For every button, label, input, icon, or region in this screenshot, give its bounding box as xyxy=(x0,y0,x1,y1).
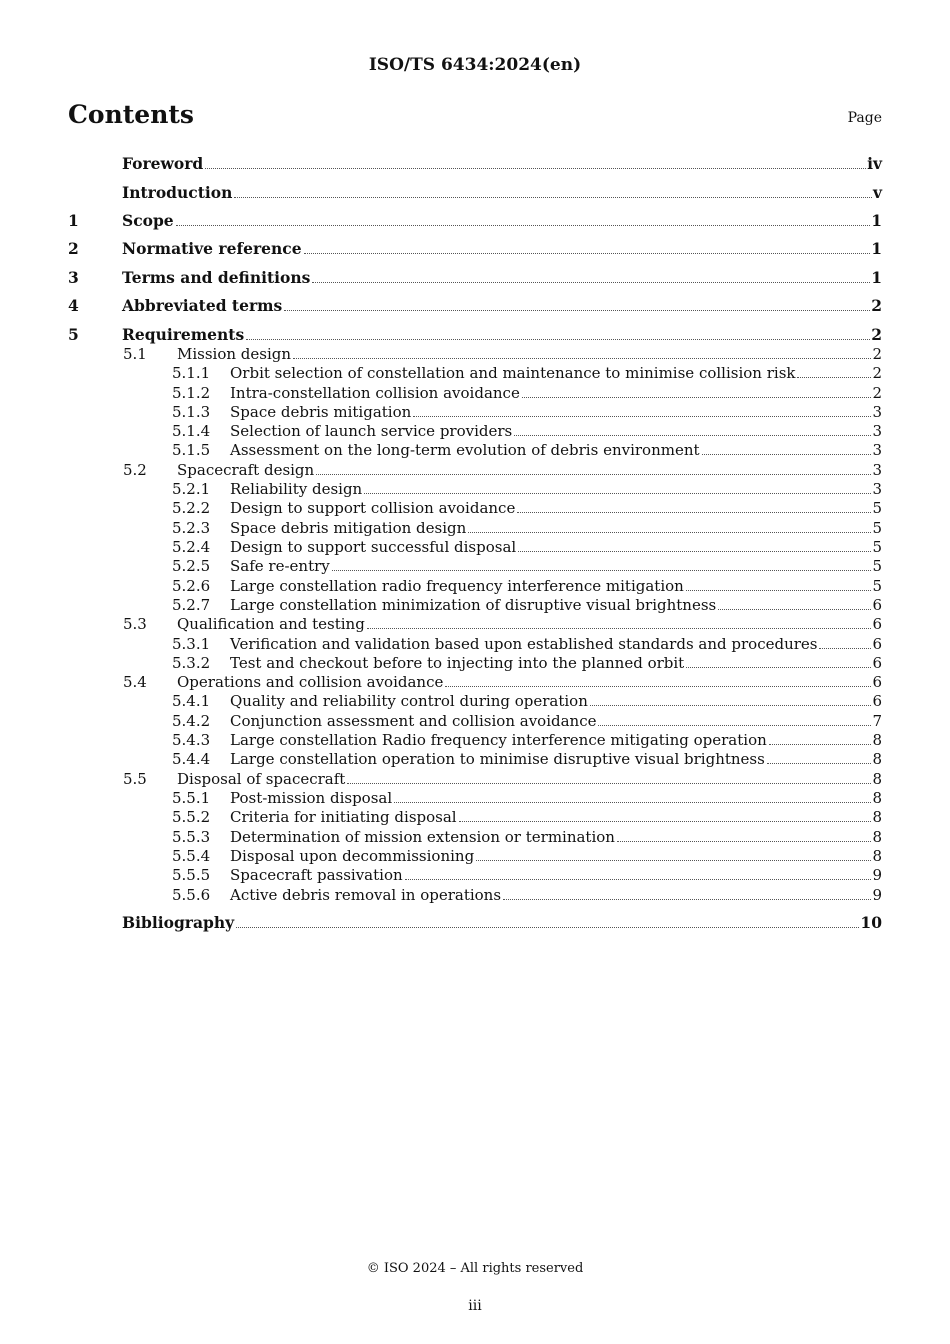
page-column-label: Page xyxy=(847,110,882,126)
toc-entry-title[interactable]: Space debris mitigation xyxy=(230,403,412,421)
toc-entry[interactable] xyxy=(68,499,882,517)
toc-entry-title[interactable]: Bibliography xyxy=(122,913,235,932)
toc-entry-title[interactable]: Scope xyxy=(122,211,174,230)
page-number: iii xyxy=(468,1298,482,1314)
dot-leader xyxy=(367,627,872,629)
toc-entry-page[interactable]: 8 xyxy=(872,770,882,788)
toc-entry-title[interactable]: Intra-constellation collision avoidance xyxy=(230,384,520,402)
toc-entry-page[interactable]: 2 xyxy=(872,364,882,382)
toc-entry[interactable] xyxy=(68,538,882,556)
dot-leader xyxy=(284,309,870,311)
toc-entry-title[interactable]: Qualification and testing xyxy=(177,615,365,633)
toc-entry-number: 5.4.2 xyxy=(172,712,211,730)
dot-leader xyxy=(364,492,871,494)
toc-entry-number: 5.2.1 xyxy=(172,480,211,498)
toc-entry-title[interactable]: Criteria for initiating disposal xyxy=(230,808,457,826)
dot-leader xyxy=(598,724,871,726)
toc-entry-title[interactable]: Conjunction assessment and collision avoidance xyxy=(230,712,597,730)
toc-entry-title[interactable]: Introduction xyxy=(122,183,233,202)
toc-entry-number: 5.2 xyxy=(123,461,147,479)
toc-entry-number: 5.5.2 xyxy=(172,808,211,826)
toc-entry-title[interactable]: Requirements xyxy=(122,325,245,344)
toc-entry-title[interactable]: Large constellation radio frequency interference mitigation xyxy=(230,577,684,595)
toc-entry-title[interactable]: Reliability design xyxy=(230,480,363,498)
toc-entry-page[interactable]: 3 xyxy=(872,441,882,459)
toc-entry-number: 5.5.3 xyxy=(172,828,211,846)
toc-entry[interactable] xyxy=(68,184,882,202)
toc-entry-page[interactable]: 8 xyxy=(872,808,882,826)
dot-leader xyxy=(702,453,872,455)
toc-entry[interactable] xyxy=(68,461,882,479)
toc-entry-title[interactable]: Selection of launch service providers xyxy=(230,422,513,440)
toc-entry-page[interactable]: 2 xyxy=(871,325,882,344)
toc-entry-number: 5.1.1 xyxy=(172,364,211,382)
dot-leader xyxy=(293,357,871,359)
toc-entry-page[interactable]: 5 xyxy=(872,557,882,575)
dot-leader xyxy=(590,704,872,706)
dot-leader xyxy=(413,415,871,417)
toc-entry-number: 5.1.2 xyxy=(172,384,211,402)
toc-entry-page[interactable]: 10 xyxy=(860,913,882,932)
toc-entry-title[interactable]: Post-mission disposal xyxy=(230,789,393,807)
toc-entry[interactable] xyxy=(68,750,882,768)
toc-entry-number: 5.1.4 xyxy=(172,422,211,440)
dot-leader xyxy=(304,252,871,254)
toc-entry-title[interactable]: Space debris mitigation design xyxy=(230,519,467,537)
dot-leader xyxy=(522,396,872,398)
toc-entry[interactable] xyxy=(68,866,882,884)
toc-entry-number: 5.3.2 xyxy=(172,654,211,672)
toc-entry[interactable] xyxy=(68,886,882,904)
toc-entry[interactable] xyxy=(68,577,882,595)
toc-entry-number: 5.3 xyxy=(123,615,147,633)
toc-entry-number: 5.2.3 xyxy=(172,519,211,537)
toc-entry-page[interactable]: 1 xyxy=(871,211,882,230)
toc-entry-page[interactable]: 5 xyxy=(872,519,882,537)
dot-leader xyxy=(405,878,872,880)
toc-entry-title[interactable]: Orbit selection of constellation and maintenance to minimise collision risk xyxy=(230,364,796,382)
toc-entry-page[interactable]: v xyxy=(872,183,882,202)
toc-entry-number: 5.1.5 xyxy=(172,441,211,459)
toc-entry-page[interactable]: 3 xyxy=(872,422,882,440)
toc-entry-page[interactable]: 8 xyxy=(872,847,882,865)
dot-leader xyxy=(517,511,871,513)
toc-entry[interactable] xyxy=(68,712,882,730)
toc-entry-page[interactable]: 9 xyxy=(872,886,882,904)
toc-entry-page[interactable]: 5 xyxy=(872,538,882,556)
dot-leader xyxy=(234,196,872,198)
toc-entry[interactable] xyxy=(68,403,882,421)
dot-leader xyxy=(476,859,871,861)
dot-leader xyxy=(797,376,871,378)
toc-entry[interactable] xyxy=(68,519,882,537)
toc-entry-page[interactable]: 8 xyxy=(872,789,882,807)
toc-entry-title[interactable]: Spacecraft passivation xyxy=(230,866,403,884)
toc-entry-page[interactable]: 6 xyxy=(872,615,882,633)
toc-entry[interactable] xyxy=(68,480,882,498)
dot-leader xyxy=(347,782,871,784)
toc-entry[interactable] xyxy=(68,596,882,614)
toc-entry-page[interactable]: iv xyxy=(867,154,882,173)
document-id-header: ISO/TS 6434:2024(en) xyxy=(368,55,582,75)
toc-entry-number: 3 xyxy=(68,268,79,287)
toc-entry-page[interactable]: 2 xyxy=(871,296,882,315)
toc-entry-title[interactable]: Verification and validation based upon established standards and procedures xyxy=(230,635,818,653)
toc-entry-number: 5.5.4 xyxy=(172,847,211,865)
toc-entry-number: 5 xyxy=(68,325,79,344)
toc-entry-page[interactable]: 6 xyxy=(872,692,882,710)
toc-entry-page[interactable]: 8 xyxy=(872,750,882,768)
toc-entry-title[interactable]: Disposal of spacecraft xyxy=(177,770,346,788)
dot-leader xyxy=(312,281,870,283)
copyright-footer: © ISO 2024 – All rights reserved xyxy=(366,1261,584,1276)
toc-entry[interactable] xyxy=(68,808,882,826)
toc-entry[interactable] xyxy=(68,914,882,932)
contents-title: Contents xyxy=(68,100,195,129)
toc-entry[interactable] xyxy=(68,635,882,653)
toc-entry-number: 5.5.6 xyxy=(172,886,211,904)
toc-entry-number: 1 xyxy=(68,211,79,230)
toc-entry-title[interactable]: Foreword xyxy=(122,154,204,173)
toc-entry-number: 5.2.5 xyxy=(172,557,211,575)
toc-entry-number: 5.2.2 xyxy=(172,499,211,517)
toc-entry-title[interactable]: Determination of mission extension or termination xyxy=(230,828,615,846)
toc-entry-page[interactable]: 9 xyxy=(872,866,882,884)
toc-entry[interactable] xyxy=(68,441,882,459)
dot-leader xyxy=(819,647,871,649)
toc-entry[interactable] xyxy=(68,269,882,287)
dot-leader xyxy=(246,338,870,340)
toc-entry-page[interactable]: 7 xyxy=(872,712,882,730)
toc-entry-title[interactable]: Design to support collision avoidance xyxy=(230,499,516,517)
toc-entry[interactable] xyxy=(68,557,882,575)
toc-entry[interactable] xyxy=(68,615,882,633)
toc-entry-number: 5.4 xyxy=(123,673,147,691)
toc-entry-title[interactable]: Design to support successful disposal xyxy=(230,538,517,556)
toc-entry-title[interactable]: Large constellation Radio frequency interference mitigating operation xyxy=(230,731,767,749)
dot-leader xyxy=(316,473,871,475)
toc-entry[interactable] xyxy=(68,731,882,749)
toc-entry-title[interactable]: Normative reference xyxy=(122,239,302,258)
toc-entry-page[interactable]: 2 xyxy=(872,384,882,402)
toc-entry-page[interactable]: 8 xyxy=(872,828,882,846)
toc-entry-title[interactable]: Mission design xyxy=(177,345,292,363)
dot-leader xyxy=(617,840,871,842)
toc-entry-page[interactable]: 6 xyxy=(872,673,882,691)
toc-entry[interactable] xyxy=(68,847,882,865)
toc-entry[interactable] xyxy=(68,155,882,173)
toc-entry-title[interactable]: Large constellation minimization of disruptive visual brightness xyxy=(230,596,717,614)
toc-entry[interactable] xyxy=(68,326,882,344)
dot-leader xyxy=(686,666,871,668)
toc-entry-number: 2 xyxy=(68,239,79,258)
toc-entry[interactable] xyxy=(68,654,882,672)
dot-leader xyxy=(394,801,871,803)
dot-leader xyxy=(514,434,871,436)
dot-leader xyxy=(468,531,871,533)
dot-leader xyxy=(445,685,871,687)
dot-leader xyxy=(176,224,871,226)
toc-entry-number: 5.4.1 xyxy=(172,692,211,710)
toc-entry-title[interactable]: Test and checkout before to injecting into the planned orbit xyxy=(230,654,685,672)
dot-leader xyxy=(205,167,866,169)
dot-leader xyxy=(718,608,871,610)
toc-entry-page[interactable]: 2 xyxy=(872,345,882,363)
toc-entry-page[interactable]: 3 xyxy=(872,480,882,498)
toc-entry-page[interactable]: 5 xyxy=(872,577,882,595)
toc-entry-page[interactable]: 3 xyxy=(872,461,882,479)
toc-entry-title[interactable]: Abbreviated terms xyxy=(122,296,283,315)
toc-entry[interactable] xyxy=(68,364,882,382)
dot-leader xyxy=(503,898,871,900)
toc-entry-page[interactable]: 5 xyxy=(872,499,882,517)
toc-entry-number: 5.5.5 xyxy=(172,866,211,884)
toc-entry[interactable] xyxy=(68,828,882,846)
toc-entry[interactable] xyxy=(68,789,882,807)
toc-entry-number: 5.5.1 xyxy=(172,789,211,807)
toc-entry-number: 5.2.7 xyxy=(172,596,211,614)
toc-entry[interactable] xyxy=(68,240,882,258)
toc-entry-page[interactable]: 1 xyxy=(871,268,882,287)
dot-leader xyxy=(518,550,871,552)
toc-entry[interactable] xyxy=(68,770,882,788)
toc-entry-number: 5.3.1 xyxy=(172,635,211,653)
toc-entry[interactable] xyxy=(68,384,882,402)
dot-leader xyxy=(332,569,872,571)
toc-entry-page[interactable]: 6 xyxy=(872,596,882,614)
dot-leader xyxy=(459,820,872,822)
toc-entry-page[interactable]: 6 xyxy=(872,654,882,672)
toc-entry-number: 4 xyxy=(68,296,79,315)
toc-entry-title[interactable]: Spacecraft design xyxy=(177,461,315,479)
dot-leader xyxy=(767,762,872,764)
toc-entry-number: 5.4.4 xyxy=(172,750,211,768)
toc-entry-number: 5.1.3 xyxy=(172,403,211,421)
toc-entry[interactable] xyxy=(68,673,882,691)
toc-entry[interactable] xyxy=(68,345,882,363)
toc-entry-title[interactable]: Quality and reliability control during operation xyxy=(230,692,588,710)
toc-entry-title[interactable]: Assessment on the long-term evolution of debris environment xyxy=(230,441,700,459)
toc-entry-number: 5.2.4 xyxy=(172,538,211,556)
toc-entry-page[interactable]: 3 xyxy=(872,403,882,421)
toc-entry-number: 5.2.6 xyxy=(172,577,211,595)
toc-entry-title[interactable]: Disposal upon decommissioning xyxy=(230,847,475,865)
toc-entry-number: 5.1 xyxy=(123,345,147,363)
toc-entry-title[interactable]: Safe re-entry xyxy=(230,557,330,575)
dot-leader xyxy=(236,926,859,928)
toc-entry-page[interactable]: 6 xyxy=(872,635,882,653)
dot-leader xyxy=(769,743,872,745)
toc-entry[interactable] xyxy=(68,692,882,710)
toc-entry-number: 5.5 xyxy=(123,770,147,788)
toc-entry[interactable] xyxy=(68,212,882,230)
toc-entry-title[interactable]: Operations and collision avoidance xyxy=(177,673,444,691)
toc-entry-title[interactable]: Active debris removal in operations xyxy=(230,886,502,904)
toc-entry[interactable] xyxy=(68,297,882,315)
dot-leader xyxy=(686,589,872,591)
toc-entry-number: 5.4.3 xyxy=(172,731,211,749)
toc-entry-page[interactable]: 8 xyxy=(872,731,882,749)
toc-entry-title[interactable]: Terms and definitions xyxy=(122,268,311,287)
toc-entry[interactable] xyxy=(68,422,882,440)
toc-entry-title[interactable]: Large constellation operation to minimise disruptive visual brightness xyxy=(230,750,765,768)
toc-entry-page[interactable]: 1 xyxy=(871,239,882,258)
